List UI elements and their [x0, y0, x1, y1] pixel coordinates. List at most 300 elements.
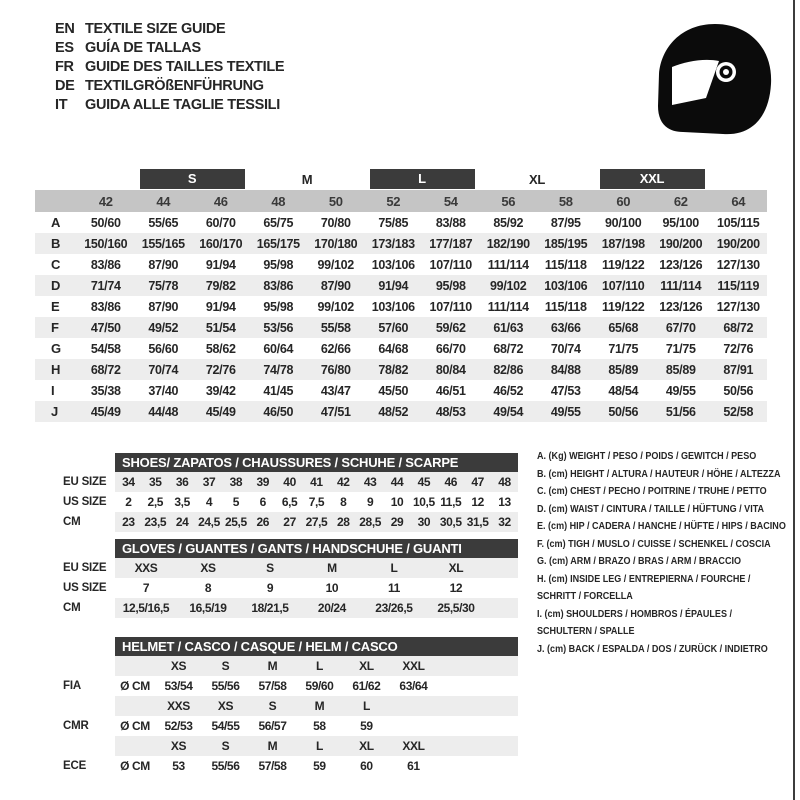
- size-cell: 82/86: [493, 362, 524, 377]
- size-cell: 62/66: [320, 341, 351, 356]
- size-group-row: [35, 168, 767, 190]
- size-cell: 83/86: [90, 299, 121, 314]
- size-cell: 83/86: [90, 257, 121, 272]
- unit-label: Ø CM: [120, 719, 150, 733]
- value-cell: 24,5: [196, 512, 223, 532]
- size-label-cell: XXL: [390, 736, 437, 756]
- size-cell: 87/90: [148, 257, 179, 272]
- row-label: US SIZE: [63, 582, 107, 594]
- unit-spacer: [115, 656, 155, 676]
- measurement-legend: [537, 448, 788, 658]
- value-cell: 27: [276, 512, 303, 532]
- size-col-54: 54: [443, 193, 458, 209]
- size-cell: 83/88: [435, 215, 466, 230]
- shoes-table-title-bar: SHOES/ ZAPATOS / CHAUSSURES / SCHUHE / SCARPE: [115, 453, 518, 472]
- size-cell: 115/118: [544, 257, 587, 272]
- helmet-title-bar: HELMET / CASCO / CASQUE / HELM / CASCO: [115, 637, 518, 656]
- value-cell: 63/64: [399, 679, 428, 693]
- legend-item: J. (cm) BACK / ESPALDA / DOS / ZURÜCK / INDIETRO: [537, 642, 768, 655]
- size-cell: 51/54: [205, 320, 236, 335]
- size-label-cell: L: [296, 656, 343, 676]
- size-col-62: 62: [673, 193, 688, 209]
- size-cell: 79/82: [205, 278, 236, 293]
- measure-row-c: [35, 254, 767, 275]
- gloves-table-row: [35, 578, 518, 598]
- size-label-cell: M: [249, 656, 296, 676]
- size-cell: 68/72: [90, 362, 121, 377]
- value-cell: 24: [169, 512, 196, 532]
- value-cell: 44: [384, 472, 411, 492]
- size-cell: 119/122: [602, 257, 645, 272]
- size-cell: 48/54: [608, 383, 639, 398]
- size-label-cell: S: [249, 696, 296, 716]
- size-cell: 71/75: [665, 341, 696, 356]
- size-label-cell: M: [249, 736, 296, 756]
- size-cell: 87/95: [550, 215, 581, 230]
- size-cell: 72/76: [205, 362, 236, 377]
- measure-row-h: [35, 359, 767, 380]
- size-cell: 46/50: [263, 404, 294, 419]
- size-cell: 95/98: [435, 278, 466, 293]
- value-cell: [390, 716, 437, 736]
- row-label: J: [51, 404, 58, 419]
- value-cell: 4: [205, 495, 213, 509]
- size-cell: 91/94: [378, 278, 409, 293]
- size-cell: 58/62: [205, 341, 236, 356]
- side-spacer: [35, 736, 115, 756]
- size-group-l: [365, 168, 480, 190]
- size-cell: 70/74: [148, 362, 179, 377]
- row-label: EU SIZE: [63, 476, 107, 488]
- size-cell: 47/50: [90, 320, 121, 335]
- value-cell: 5: [232, 495, 239, 509]
- row-label: US SIZE: [63, 496, 107, 508]
- size-cell: 72/76: [723, 341, 754, 356]
- size-col-56: 56: [501, 193, 516, 209]
- size-group-box: S: [140, 169, 245, 189]
- size-cell: 66/70: [435, 341, 466, 356]
- value-cell: XXS: [115, 558, 177, 578]
- language-code: IT: [55, 97, 68, 113]
- value-cell: 37: [196, 472, 223, 492]
- size-cell: 87/91: [723, 362, 754, 377]
- corner-spacer: [35, 190, 77, 212]
- language-row: [55, 96, 284, 115]
- size-group-xxl: [595, 168, 710, 190]
- size-cell: 45/50: [378, 383, 409, 398]
- row-label: G: [51, 341, 61, 356]
- value-cell: 34: [115, 472, 142, 492]
- value-cell: XL: [425, 558, 487, 578]
- size-cell: 63/66: [550, 320, 581, 335]
- size-cell: 173/183: [371, 236, 415, 251]
- size-label-cell: XS: [202, 696, 249, 716]
- size-cell: 105/115: [717, 215, 760, 230]
- size-cell: 48/53: [435, 404, 466, 419]
- size-cell: 111/114: [487, 257, 529, 272]
- size-cell: 87/90: [148, 299, 179, 314]
- size-cell: 182/190: [486, 236, 530, 251]
- size-cell: 37/40: [148, 383, 179, 398]
- gloves-size-table: [35, 538, 518, 618]
- size-label-cell: XS: [155, 656, 202, 676]
- helmet-sizes-row: [35, 656, 518, 676]
- side-spacer: [35, 636, 115, 656]
- value-cell: 28,5: [357, 512, 384, 532]
- value-cell: 6,5: [281, 495, 298, 509]
- size-cell: 85/92: [493, 215, 524, 230]
- size-cell: 190/200: [716, 236, 760, 251]
- value-cell: 53: [172, 759, 185, 773]
- size-cell: 50/56: [608, 404, 639, 419]
- value-cell: 27,5: [303, 512, 330, 532]
- value-cell: 12: [471, 495, 484, 509]
- size-cell: 51/56: [665, 404, 696, 419]
- size-cell: 83/86: [263, 278, 294, 293]
- size-cell: 50/56: [723, 383, 754, 398]
- size-cell: 99/102: [317, 257, 354, 272]
- size-label-cell: S: [202, 656, 249, 676]
- value-cell: 11,5: [440, 495, 462, 509]
- side-spacer: [35, 538, 115, 558]
- size-cell: 107/110: [602, 278, 645, 293]
- size-cell: 123/126: [659, 257, 703, 272]
- value-cell: 40: [276, 472, 303, 492]
- size-group-s: [135, 168, 250, 190]
- helmet-title-cell: [115, 636, 518, 656]
- size-cell: 150/160: [84, 236, 128, 251]
- size-cell: 41/45: [263, 383, 294, 398]
- value-cell: 60: [360, 759, 373, 773]
- filler-cell: [437, 696, 518, 716]
- size-col-46: 46: [213, 193, 228, 209]
- size-cell: 68/72: [723, 320, 754, 335]
- measure-row-i: [35, 380, 767, 401]
- size-cell: 60/70: [205, 215, 236, 230]
- size-cell: 127/130: [716, 299, 760, 314]
- size-group-xl: XL: [528, 171, 545, 187]
- size-cell: 75/78: [148, 278, 179, 293]
- filler-cell: [437, 716, 518, 736]
- size-cell: 115/119: [717, 278, 760, 293]
- helmet-values-row: [35, 716, 518, 736]
- helmet-sizes-row: [35, 736, 518, 756]
- value-cell: 23/26,5: [363, 598, 425, 618]
- size-cell: 39/42: [205, 383, 236, 398]
- size-cell: 119/122: [602, 299, 645, 314]
- language-code: FR: [55, 59, 74, 75]
- legend-item: H. (cm) INSIDE LEG / ENTREPIERNA / FOURCHE / SCHRITT / FORCELLA: [537, 572, 751, 602]
- measure-row-j: [35, 401, 767, 422]
- value-cell: 61: [407, 759, 420, 773]
- size-cell: 155/165: [141, 236, 185, 251]
- value-cell: 32: [491, 512, 518, 532]
- size-cell: 123/126: [659, 299, 703, 314]
- value-cell: 36: [169, 472, 196, 492]
- value-cell: 35: [142, 472, 169, 492]
- gloves-table-title-bar: GLOVES / GUANTES / GANTS / HANDSCHUHE / GUANTI: [115, 539, 518, 558]
- value-cell: 47: [464, 472, 491, 492]
- gloves-table-title-row: [35, 538, 518, 558]
- size-cell: 103/106: [544, 278, 588, 293]
- helmet-title-row: [35, 636, 518, 656]
- helmet-size-table: [35, 636, 518, 776]
- value-cell: 13: [498, 495, 511, 509]
- value-cell: M: [301, 558, 363, 578]
- gloves-table-row: [35, 558, 518, 578]
- value-cell: 2,5: [147, 495, 164, 509]
- size-cell: 53/56: [263, 320, 294, 335]
- value-cell: 25,5: [222, 512, 249, 532]
- size-cell: 57/60: [378, 320, 409, 335]
- value-cell: 25,5/30: [425, 598, 487, 618]
- shoes-table-row: [35, 512, 518, 532]
- value-cell: 30: [410, 512, 437, 532]
- size-col-60: 60: [616, 193, 631, 209]
- value-cell: 31,5: [464, 512, 491, 532]
- value-cell: 55/56: [211, 759, 240, 773]
- value-cell: 7: [142, 581, 150, 595]
- measure-row-a: [35, 212, 767, 233]
- unit-label: Ø CM: [120, 679, 150, 693]
- size-cell: 60/64: [263, 341, 294, 356]
- size-number-row: [35, 190, 767, 212]
- value-cell: 8: [340, 495, 347, 509]
- value-cell: 28: [330, 512, 357, 532]
- value-cell: 46: [437, 472, 464, 492]
- language-row: [55, 58, 284, 77]
- size-col-42: 42: [98, 193, 113, 209]
- filler-cell: [487, 598, 518, 618]
- row-label: I: [51, 383, 55, 398]
- value-cell: 30,5: [437, 512, 464, 532]
- helmet-values-row: [35, 756, 518, 776]
- size-cell: 55/65: [148, 215, 179, 230]
- size-cell: 48/52: [378, 404, 409, 419]
- size-cell: 99/102: [490, 278, 527, 293]
- footwear-gloves-helmet-section: [35, 452, 518, 776]
- size-cell: 46/51: [435, 383, 466, 398]
- unit-spacer: [115, 696, 155, 716]
- size-cell: 115/118: [544, 299, 587, 314]
- value-cell: 12: [449, 581, 463, 595]
- value-cell: 54/55: [211, 719, 240, 733]
- size-cell: 85/89: [665, 362, 696, 377]
- value-cell: 59: [360, 719, 373, 733]
- value-cell: 59/60: [305, 679, 334, 693]
- size-cell: 84/88: [550, 362, 581, 377]
- value-cell: S: [239, 558, 301, 578]
- legend-item: B. (cm) HEIGHT / ALTURA / HAUTEUR / HÖHE / ALTEZZA: [537, 467, 781, 480]
- size-label-cell: S: [202, 736, 249, 756]
- value-cell: 18/21,5: [239, 598, 301, 618]
- size-col-52: 52: [386, 193, 401, 209]
- value-cell: 12,5/16,5: [115, 598, 177, 618]
- size-cell: 95/98: [263, 299, 294, 314]
- value-cell: 9: [367, 495, 374, 509]
- size-cell: 185/195: [544, 236, 588, 251]
- value-cell: 2: [125, 495, 132, 509]
- value-cell: 39: [249, 472, 276, 492]
- size-cell: 165/175: [256, 236, 300, 251]
- size-cell: 47/53: [550, 383, 581, 398]
- legend-item: I. (cm) SHOULDERS / HOMBROS / ÉPAULES / SCHULTERN / SPALLE: [537, 607, 733, 637]
- page-edge-line: [793, 0, 795, 800]
- size-cell: 45/49: [90, 404, 121, 419]
- size-col-44: 44: [156, 193, 171, 209]
- value-cell: 56/57: [258, 719, 287, 733]
- size-cell: 95/98: [263, 257, 294, 272]
- side-spacer: [35, 656, 115, 676]
- shoes-table-row: [35, 492, 518, 512]
- helmet-sizes-row: [35, 696, 518, 716]
- measure-row-g: [35, 338, 767, 359]
- filler-cell: [437, 656, 518, 676]
- size-cell: 74/78: [263, 362, 294, 377]
- size-cell: 65/75: [263, 215, 294, 230]
- row-label: F: [51, 320, 59, 335]
- row-label: CM: [63, 516, 81, 528]
- size-cell: 71/75: [608, 341, 639, 356]
- textile-size-table: [35, 168, 767, 422]
- value-cell: 59: [313, 759, 326, 773]
- value-cell: 45: [410, 472, 437, 492]
- value-cell: 57/58: [258, 679, 287, 693]
- size-cell: 127/130: [716, 257, 760, 272]
- helmet-values-row: [35, 676, 518, 696]
- measure-row-e: [35, 296, 767, 317]
- size-cell: 90/100: [605, 215, 642, 230]
- row-label: CM: [63, 602, 81, 614]
- value-cell: 8: [204, 581, 212, 595]
- value-cell: 9: [266, 581, 274, 595]
- size-cell: 55/58: [320, 320, 351, 335]
- size-label-cell: [390, 696, 437, 716]
- value-cell: 57/58: [258, 759, 287, 773]
- size-cell: 76/80: [320, 362, 351, 377]
- value-cell: 61/62: [352, 679, 381, 693]
- size-cell: 44/48: [148, 404, 179, 419]
- size-label-cell: XS: [155, 736, 202, 756]
- col-spacer: [77, 168, 135, 190]
- legend-item: A. (Kg) WEIGHT / PESO / POIDS / GEWITCH / PESO: [537, 450, 757, 462]
- size-cell: 70/74: [550, 341, 581, 356]
- filler-cell: [437, 676, 518, 696]
- legend-item: E. (cm) HIP / CADERA / HANCHE / HÜFTE / HIPS / BACINO: [537, 520, 786, 532]
- size-cell: 78/82: [378, 362, 409, 377]
- value-cell: 48: [491, 472, 518, 492]
- value-cell: 26: [249, 512, 276, 532]
- size-cell: 91/94: [205, 299, 236, 314]
- value-cell: 10: [325, 581, 339, 595]
- row-label: A: [51, 215, 61, 230]
- gloves-table-row: [35, 598, 518, 618]
- value-cell: 10,5: [413, 495, 435, 509]
- unit-spacer: [115, 736, 155, 756]
- size-col-48: 48: [271, 193, 286, 209]
- standard-label-ece: ECE: [63, 760, 87, 772]
- value-cell: 20/24: [301, 598, 363, 618]
- size-cell: 71/74: [90, 278, 121, 293]
- size-cell: 107/110: [429, 257, 472, 272]
- filler-cell: [487, 558, 518, 578]
- size-cell: 80/84: [435, 362, 466, 377]
- filler-cell: [487, 578, 518, 598]
- language-row: [55, 77, 284, 96]
- unit-label: Ø CM: [120, 759, 150, 773]
- size-cell: 46/52: [493, 383, 524, 398]
- value-cell: 58: [313, 719, 326, 733]
- size-cell: 107/110: [429, 299, 472, 314]
- value-cell: XS: [177, 558, 239, 578]
- size-cell: 170/180: [314, 236, 358, 251]
- shoes-size-table: [35, 452, 518, 532]
- gloves-table-title-cell: [115, 538, 518, 558]
- size-cell: 190/200: [659, 236, 703, 251]
- value-cell: 11: [387, 581, 400, 595]
- size-col-64: 64: [731, 193, 746, 209]
- row-label: D: [51, 278, 61, 293]
- language-title: TEXTILGRÖßENFÜHRUNG: [85, 78, 264, 94]
- size-cell: 49/54: [493, 404, 524, 419]
- value-cell: 3,5: [174, 495, 190, 509]
- size-cell: 35/38: [90, 383, 121, 398]
- size-cell: 68/72: [493, 341, 524, 356]
- value-cell: 23: [115, 512, 142, 532]
- shoes-table-row: [35, 472, 518, 492]
- size-cell: 64/68: [378, 341, 409, 356]
- size-cell: 49/52: [148, 320, 179, 335]
- size-cell: 67/70: [665, 320, 696, 335]
- size-cell: 49/55: [665, 383, 696, 398]
- row-label: H: [51, 362, 61, 377]
- shoes-table-title-cell: [115, 452, 518, 472]
- value-cell: 7,5: [308, 495, 325, 509]
- legend-item: C. (cm) CHEST / PECHO / POITRINE / TRUHE / PETTO: [537, 485, 767, 497]
- legend-item: F. (cm) TIGH / MUSLO / CUISSE / SCHENKEL / COSCIA: [537, 537, 771, 550]
- racing-helmet-icon: [645, 20, 785, 142]
- language-title: GUIDA ALLE TAGLIE TESSILI: [85, 97, 280, 113]
- size-label-cell: XXS: [155, 696, 202, 716]
- size-cell: 187/198: [601, 236, 645, 251]
- size-cell: 61/63: [493, 320, 524, 335]
- language-code: DE: [55, 78, 75, 94]
- language-header: [55, 20, 284, 115]
- value-cell: 42: [330, 472, 357, 492]
- size-cell: 49/55: [550, 404, 581, 419]
- size-cell: 47/51: [320, 404, 351, 419]
- size-label-cell: L: [343, 696, 390, 716]
- size-label-cell: L: [296, 736, 343, 756]
- size-cell: 87/90: [320, 278, 351, 293]
- size-cell: 54/58: [90, 341, 121, 356]
- measure-row-b: [35, 233, 767, 254]
- language-row: [55, 20, 284, 39]
- value-cell: L: [363, 558, 425, 578]
- value-cell: 43: [357, 472, 384, 492]
- value-cell: 55/56: [211, 679, 240, 693]
- legend-item: D. (cm) WAIST / CINTURA / TAILLE / HÜFTUNG / VITA: [537, 502, 765, 515]
- row-label: EU SIZE: [63, 562, 107, 574]
- language-title: GUIDE DES TAILLES TEXTILE: [85, 59, 285, 75]
- value-cell: 53/54: [164, 679, 193, 693]
- size-cell: 99/102: [317, 299, 354, 314]
- size-label-cell: XXL: [390, 656, 437, 676]
- value-cell: 41: [303, 472, 330, 492]
- size-group-m: M: [301, 171, 313, 187]
- size-cell: 103/106: [371, 299, 415, 314]
- size-cell: 45/49: [205, 404, 236, 419]
